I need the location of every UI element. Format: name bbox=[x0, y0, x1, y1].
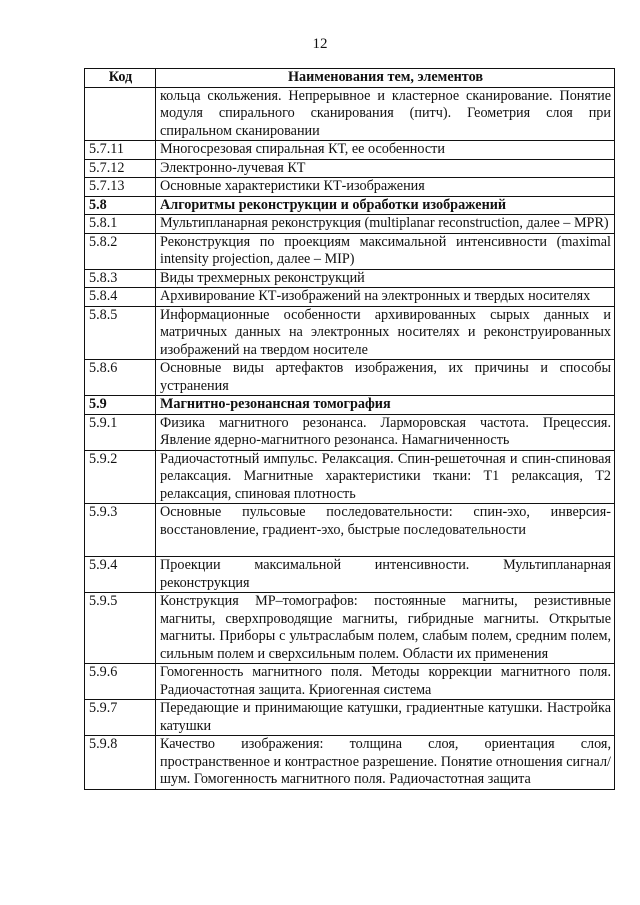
row-code: 5.9.7 bbox=[85, 700, 156, 736]
row-code: 5.7.12 bbox=[85, 159, 156, 178]
row-code: 5.7.13 bbox=[85, 178, 156, 197]
table-row bbox=[85, 557, 615, 593]
table-row bbox=[85, 593, 615, 664]
row-code: 5.8.5 bbox=[85, 306, 156, 360]
header-row bbox=[85, 69, 615, 88]
row-text: Основные пульсовые последовательности: спин-эхо, инверсия-восстановление, градиент-эхо, быстрые последовательности bbox=[156, 504, 615, 557]
row-text: Передающие и принимающие катушки, градиентные катушки. Настройка катушки bbox=[156, 700, 615, 736]
topics-table bbox=[84, 68, 615, 790]
row-code: 5.8 bbox=[85, 196, 156, 215]
row-code: 5.9 bbox=[85, 396, 156, 415]
table-row bbox=[85, 215, 615, 234]
row-code: 5.8.1 bbox=[85, 215, 156, 234]
header-name: Наименования тем, элементов bbox=[156, 69, 615, 88]
row-code bbox=[85, 87, 156, 141]
table-row bbox=[85, 736, 615, 790]
row-text: Магнитно-резонансная томография bbox=[156, 396, 615, 415]
table-row bbox=[85, 269, 615, 288]
row-text: Основные виды артефактов изображения, их причины и способы устранения bbox=[156, 360, 615, 396]
row-code: 5.8.6 bbox=[85, 360, 156, 396]
table-header bbox=[85, 69, 615, 88]
table-row bbox=[85, 233, 615, 269]
row-code: 5.9.4 bbox=[85, 557, 156, 593]
row-code: 5.8.3 bbox=[85, 269, 156, 288]
row-text: Физика магнитного резонанса. Ларморовская частота. Прецессия. Явление ядерно-магнитного резонанса. Намагниченность bbox=[156, 414, 615, 450]
table-row bbox=[85, 450, 615, 504]
row-code: 5.9.8 bbox=[85, 736, 156, 790]
row-code: 5.7.11 bbox=[85, 141, 156, 160]
table-row bbox=[85, 700, 615, 736]
table-row bbox=[85, 360, 615, 396]
table-row bbox=[85, 414, 615, 450]
row-code: 5.9.6 bbox=[85, 664, 156, 700]
table-body bbox=[85, 87, 615, 789]
row-text: Гомогенность магнитного поля. Методы коррекции магнитного поля. Радиочастотная защита. Криогенная система bbox=[156, 664, 615, 700]
row-code: 5.9.3 bbox=[85, 504, 156, 557]
row-text: Электронно-лучевая КТ bbox=[156, 159, 615, 178]
row-code: 5.9.5 bbox=[85, 593, 156, 664]
row-text: Алгоритмы реконструкции и обработки изображений bbox=[156, 196, 615, 215]
table-row bbox=[85, 87, 615, 141]
row-text: Основные характеристики КТ-изображения bbox=[156, 178, 615, 197]
header-code: Код bbox=[85, 69, 156, 88]
table-row bbox=[85, 288, 615, 307]
row-code: 5.9.2 bbox=[85, 450, 156, 504]
row-text: Архивирование КТ-изображений на электронных и твердых носителях bbox=[156, 288, 615, 307]
section-row bbox=[85, 396, 615, 415]
table-row bbox=[85, 306, 615, 360]
row-text: Качество изображения: толщина слоя, ориентация слоя, пространственное и контрастное разрешение. Понятие отношения сигнал/шум. Гомогенность магнитного поля. Радиочастотная защита bbox=[156, 736, 615, 790]
row-text: кольца скольжения. Непрерывное и кластерное сканирование. Понятие модуля спирального сканирования (питч). Геометрия слоя при спиральном сканировании bbox=[156, 87, 615, 141]
row-text: Многосрезовая спиральная КТ, ее особенности bbox=[156, 141, 615, 160]
section-row bbox=[85, 196, 615, 215]
row-text: Виды трехмерных реконструкций bbox=[156, 269, 615, 288]
table-row bbox=[85, 178, 615, 197]
row-text: Радиочастотный импульс. Релаксация. Спин-решеточная и спин-спиновая релаксация. Магнитные характеристики ткани: T1 релаксация, T2 релаксация, спиновая плотность bbox=[156, 450, 615, 504]
row-code: 5.8.2 bbox=[85, 233, 156, 269]
row-text: Реконструкция по проекциям максимальной интенсивности (maximal intensity projection, далее – MIP) bbox=[156, 233, 615, 269]
table-row bbox=[85, 159, 615, 178]
row-code: 5.9.1 bbox=[85, 414, 156, 450]
table-row bbox=[85, 664, 615, 700]
row-text: Мультипланарная реконструкция (multiplanar reconstruction, далее – MPR) bbox=[156, 215, 615, 234]
table-row bbox=[85, 141, 615, 160]
table-row bbox=[85, 504, 615, 557]
row-text: Информационные особенности архивированных сырых данных и матричных данных на электронных носителях и реконструированных изображений на твердом носителе bbox=[156, 306, 615, 360]
row-text: Проекции максимальной интенсивности. Мультипланарная реконструкция bbox=[156, 557, 615, 593]
page-number: 12 bbox=[312, 36, 328, 52]
row-text: Конструкция МР–томографов: постоянные магниты, резистивные магниты, сверхпроводящие магниты, гибридные магниты. Открытые магниты. Приборы с ультраслабым полем, слабым полем, средним полем, сильным полем и сверхсильным полем. Области их применения bbox=[156, 593, 615, 664]
row-code: 5.8.4 bbox=[85, 288, 156, 307]
